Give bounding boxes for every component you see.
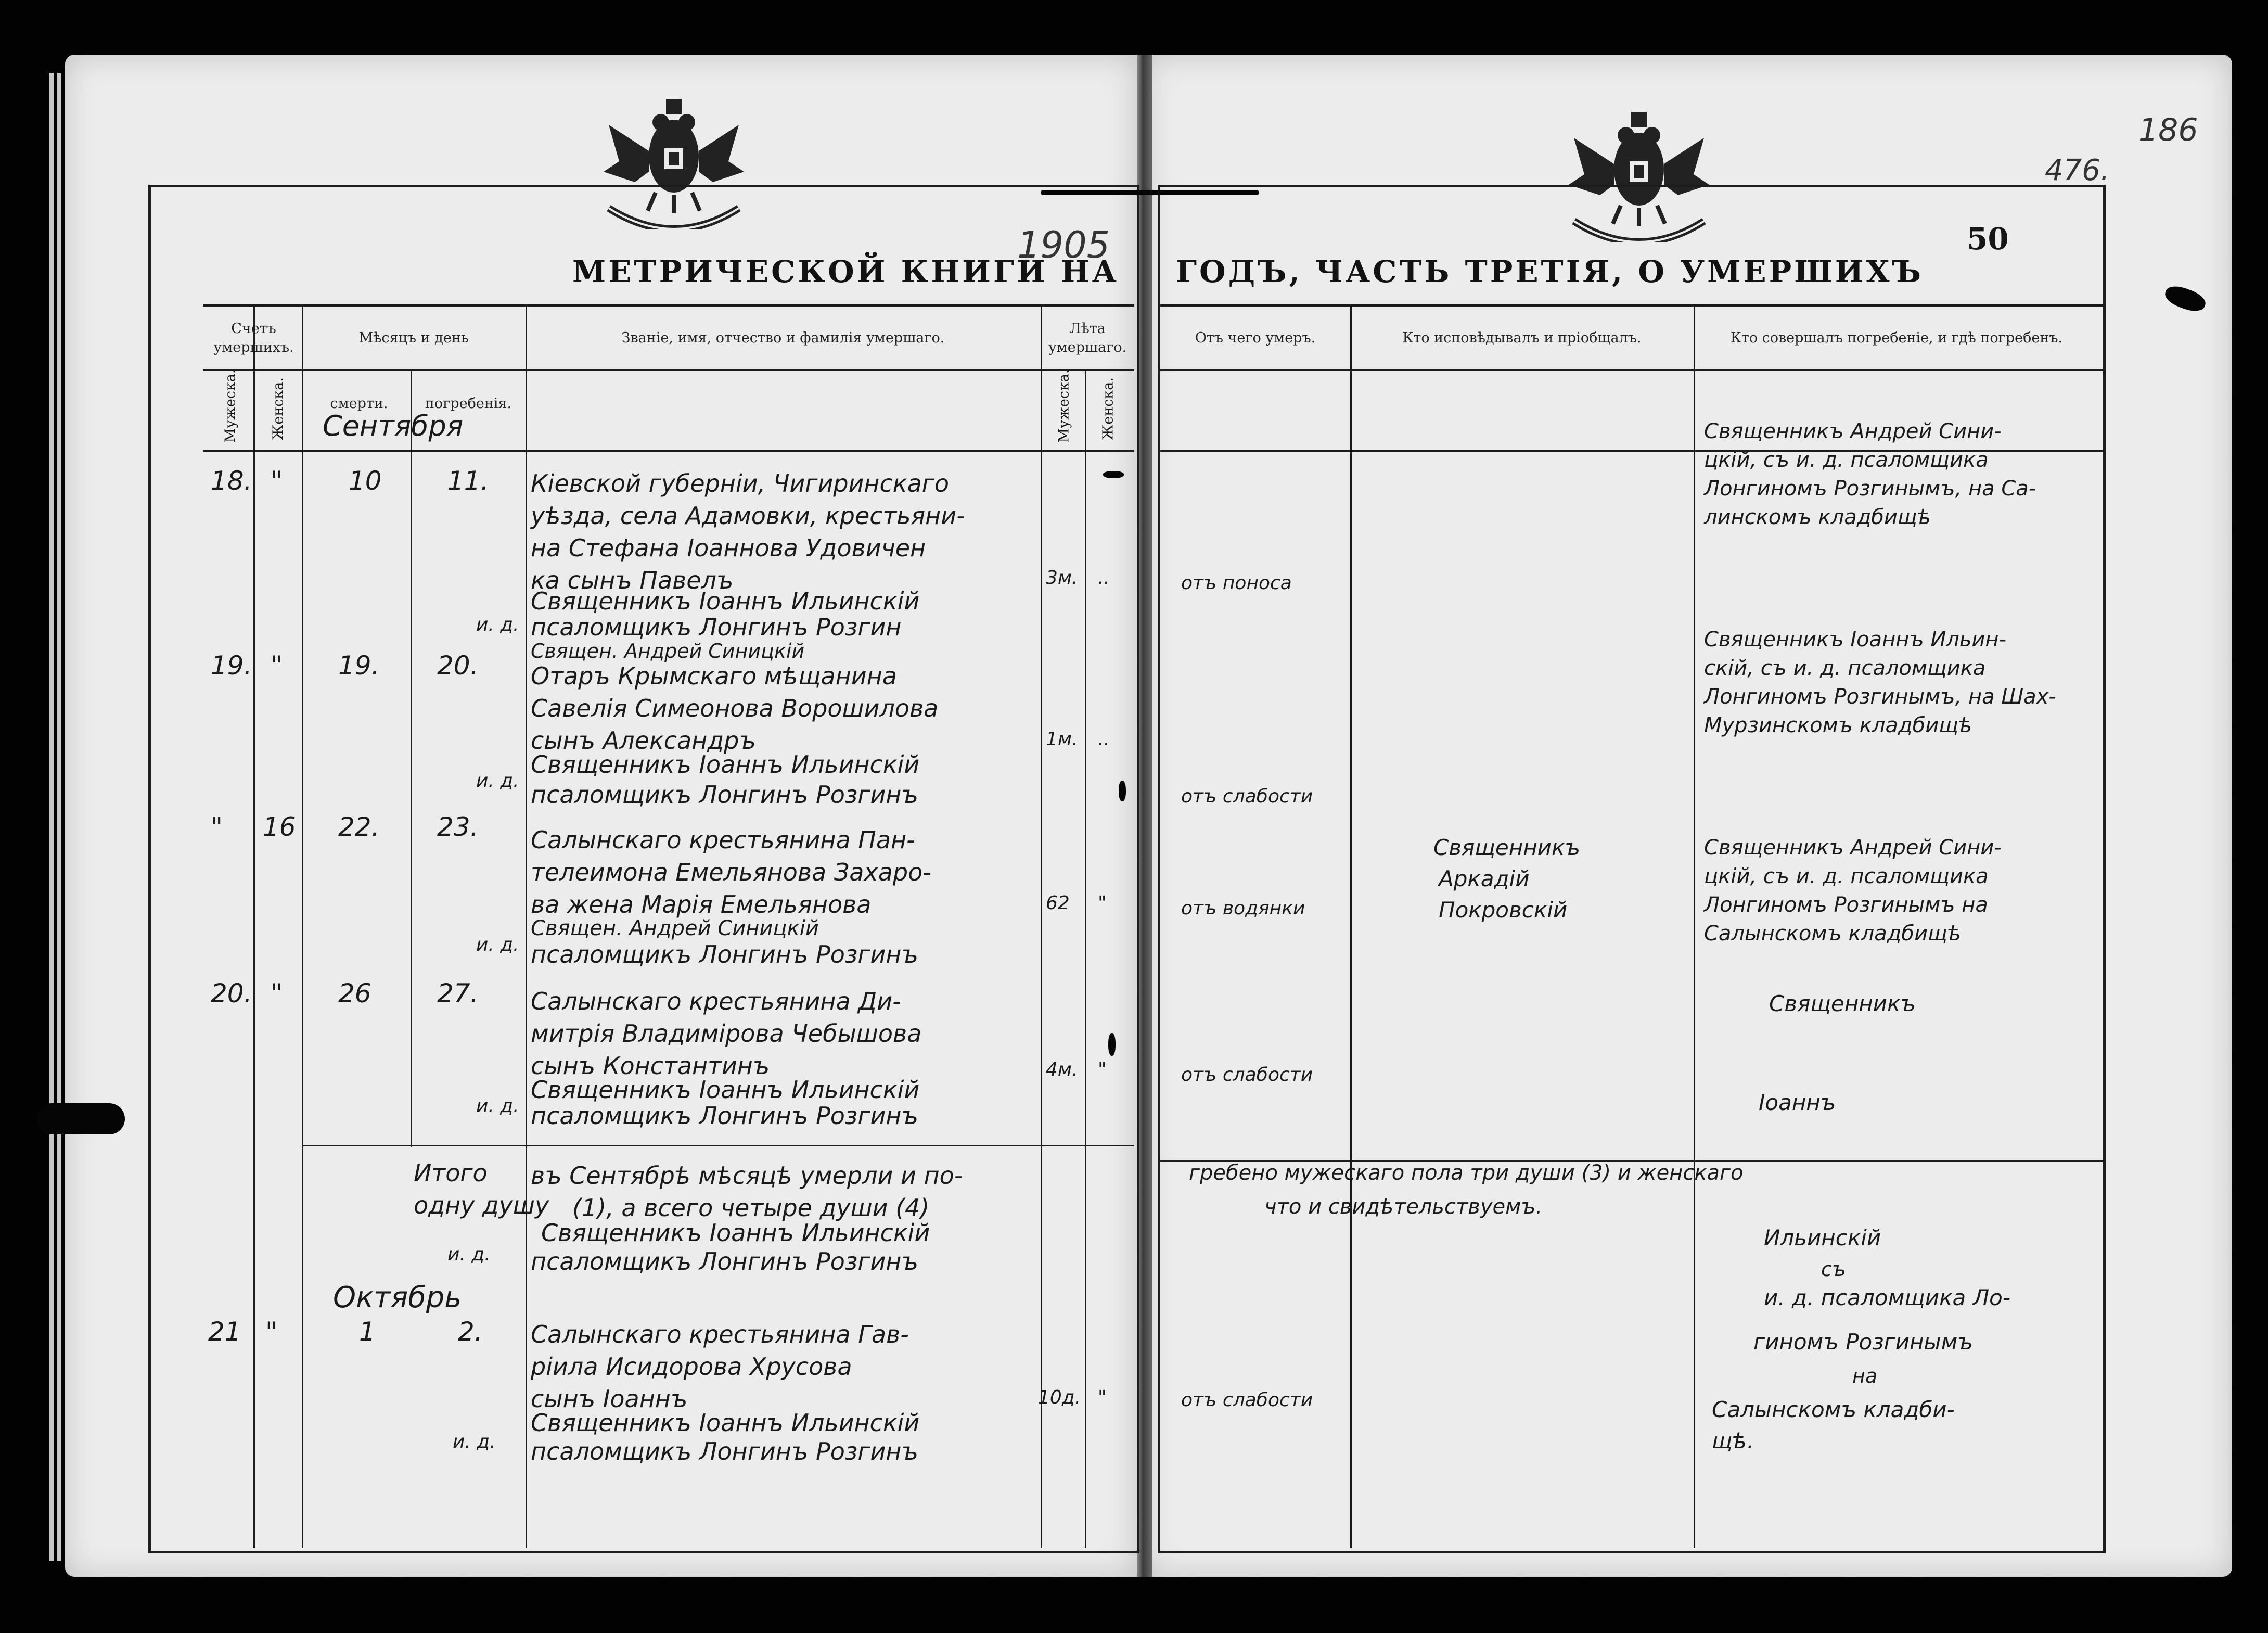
column-rule (302, 304, 303, 1548)
ink-blot (1103, 471, 1124, 478)
header-age: Лѣта умершаго. (1048, 321, 1127, 355)
entry-1-female-count: " (271, 466, 283, 496)
page-stack-edge (49, 73, 54, 1561)
header-count: Счетъ умершихъ. (213, 321, 294, 355)
entry-4-death-day: 26 (338, 978, 371, 1009)
page-number: 50 (1967, 221, 2009, 257)
column-rule (526, 304, 527, 1548)
entry-3-death-day: 22. (338, 812, 380, 842)
entry-2-clergy-line: псаломщикъ Лонгинъ Розгинъ (531, 781, 918, 809)
header-cause: Отъ чего умеръ. (1195, 330, 1316, 346)
entry-3-burial-line: Священникъ Андрей Сини- (1704, 836, 2002, 860)
summary-text-line: (1), а всего четыре души (4) (572, 1194, 930, 1222)
entry-1-burial-line: линскомъ кладбищѣ (1704, 505, 1931, 529)
entry-2-acting-label: и. д. (476, 770, 519, 792)
entry-1-burial-line: цкій, съ и. д. псаломщика (1704, 448, 1989, 472)
summary-clergy-line: псаломщикъ Лонгинъ Розгинъ (531, 1247, 918, 1275)
entry-1-burial-day: 11. (447, 466, 489, 496)
entry-1-death-day: 10 (349, 466, 382, 496)
page-title-right: ГОДЪ, ЧАСТЬ ТРЕТІЯ, О УМЕРШИХЪ (1176, 254, 1924, 289)
entry-3-age-female: " (1098, 892, 1107, 914)
summary-text-line: въ Сентябрѣ мѣсяцѣ умерли и по- (531, 1162, 963, 1190)
entry-1-burial-line: Лонгиномъ Розгинымъ, на Са- (1704, 477, 2036, 501)
entry-1-male-count: 18. (211, 466, 252, 496)
header-age-female: Женска. (1100, 377, 1117, 440)
entry-4-acting-label: и. д. (476, 1095, 519, 1117)
entry-4-male-count: 20. (211, 978, 252, 1009)
header-top-rule (1158, 304, 2103, 307)
entry-5-burial-day: 2. (458, 1317, 483, 1347)
entry-3-burial-line: Салынскомъ кладбищѣ (1704, 922, 1962, 946)
column-rule (1694, 304, 1695, 1548)
entry-4-clergy-line: псаломщикъ Лонгинъ Розгинъ (531, 1102, 918, 1130)
entry-4-clergy-line: Священникъ Іоаннъ Ильинскій (531, 1076, 920, 1104)
entry-2-age-female: .. (1098, 729, 1110, 750)
entry-5-name-line: ріила Исидорова Хрусова (531, 1353, 852, 1381)
page-stack-edge (57, 73, 61, 1561)
entry-2-burial-line: Священникъ Іоаннъ Ильин- (1704, 628, 2006, 652)
entry-4-age-female: " (1098, 1059, 1107, 1080)
month-october: Октябрь (333, 1281, 462, 1315)
column-rule (1085, 369, 1086, 1548)
header-top-rule (203, 304, 1134, 307)
entry-1-cause: отъ поноса (1181, 572, 1292, 594)
entry-2-female-count: " (271, 650, 283, 681)
entry-3-cause: отъ водянки (1181, 898, 1305, 919)
entry-1-name-line: ка сынъ Павелъ (531, 566, 734, 594)
column-rule (1350, 304, 1352, 1548)
entry-3-age: 62 (1046, 892, 1070, 914)
entry-1-clergy-line: псаломщикъ Лонгинъ Розгин (531, 613, 902, 641)
ink-blot (1119, 781, 1126, 801)
entry-5-clergy-line: псаломщикъ Лонгинъ Розгинъ (531, 1437, 918, 1465)
entry-3-name-line: ва жена Марія Емельянова (531, 890, 872, 918)
entry-4-burial-line: Іоаннъ (1759, 1090, 1836, 1115)
entry-3-burial-line: цкій, съ и. д. псаломщика (1704, 864, 1989, 888)
entry-2-clergy-line: Священникъ Іоаннъ Ильинскій (531, 750, 920, 779)
entry-2-name-line: Отаръ Крымскаго мѣщанина (531, 662, 897, 690)
entry-3-burial-line: Лонгиномъ Розгинымъ на (1704, 893, 1988, 917)
entry-2-cause: отъ слабости (1181, 786, 1313, 807)
entry-3-name-line: телеимона Емельянова Захаро- (531, 858, 931, 886)
entry-5-acting-label: и. д. (453, 1431, 496, 1452)
header-bottom-rule (203, 450, 1134, 452)
entry-4-female-count: " (271, 978, 283, 1009)
entry-5-burial-line: и. д. псаломщика Ло- (1764, 1285, 2010, 1310)
entry-4-age: 4м. (1046, 1059, 1078, 1080)
entry-3-confessor-line: Покровскій (1439, 897, 1568, 923)
entry-1-burial-line: Священникъ Андрей Сини- (1704, 419, 2002, 443)
entry-5-burial-line: съ (1821, 1258, 1846, 1281)
handwritten-year: 1905 (1017, 224, 1110, 266)
header-sub-rule (203, 369, 1134, 371)
header-age-male: Мужеска. (1056, 369, 1072, 443)
folio-number-new: 186 (2138, 112, 2198, 148)
entry-5-name-line: сынъ Іоаннъ (531, 1385, 688, 1413)
summary-rule (302, 1145, 1134, 1146)
header-burial: Кто совершалъ погребеніе, и гдѣ погребенъ. (1730, 330, 2063, 346)
entry-5-death-day: 1 (359, 1317, 376, 1347)
entry-4-burial-day: 27. (437, 978, 479, 1009)
header-confessor: Кто исповѣдывалъ и пріобщалъ. (1402, 330, 1642, 346)
entry-2-name-line: сынъ Александръ (531, 726, 756, 755)
entry-4-name-line: Салынскаго крестьянина Ди- (531, 987, 901, 1015)
entry-4-cause: отъ слабости (1181, 1064, 1313, 1086)
entry-1-clergy-line: Священникъ Іоаннъ Ильинскій (531, 587, 920, 615)
column-rule (411, 369, 412, 1147)
summary-label-line: одну душу (414, 1191, 549, 1219)
entry-5-female-count: " (265, 1317, 277, 1347)
header-date: Мѣсяцъ и день (358, 330, 469, 346)
entry-1-acting-label: и. д. (476, 614, 519, 635)
summary-right-line: что и свидѣтельствуемъ. (1264, 1195, 1543, 1219)
entry-1-name-line: Кіевской губерніи, Чигиринскаго (531, 469, 950, 497)
entry-4-name-line: митрія Владимірова Чебышова (531, 1019, 922, 1048)
entry-5-burial-line: на (1852, 1364, 1878, 1387)
entry-3-burial-day: 23. (437, 812, 479, 842)
entry-2-burial-line: Лонгиномъ Розгинымъ, на Шах- (1704, 685, 2056, 709)
entry-3-acting-label: и. д. (476, 934, 519, 955)
entry-3-confessor-line: Священникъ (1433, 835, 1581, 860)
entry-1-age-female: .. (1098, 567, 1110, 589)
entry-2-death-day: 19. (338, 650, 380, 681)
header-date-burial: погребенія. (425, 396, 512, 412)
entry-2-age: 1м. (1046, 729, 1078, 750)
entry-3-male-count: " (211, 812, 223, 842)
entry-4-burial-line: Священникъ (1769, 991, 1916, 1016)
entry-5-burial-line: Салынскомъ кладби- (1712, 1397, 1955, 1422)
entry-5-age: 10д. (1038, 1387, 1081, 1408)
entry-3-name-line: Салынскаго крестьянина Пан- (531, 826, 915, 854)
entry-2-burial-line: Мурзинскомъ кладбищѣ (1704, 713, 1972, 737)
entry-5-male-count: 21 (208, 1317, 241, 1347)
entry-1-name-line: уѣзда, села Адамовки, крестьяни- (531, 502, 965, 530)
entry-5-burial-line: гиномъ Розгинымъ (1753, 1329, 1973, 1355)
entry-2-burial-day: 20. (437, 650, 479, 681)
bookmark-ribbon (36, 1103, 125, 1134)
page-title-left: МЕТРИЧЕСКОЙ КНИГИ НА (572, 254, 1120, 289)
entry-1-age: 3м. (1046, 567, 1078, 589)
header-sub-rule (1158, 369, 2103, 371)
header-name: Званіе, имя, отчество и фамилія умершаго. (621, 330, 945, 346)
entry-5-age-female: " (1098, 1387, 1107, 1408)
header-count-male: Мужеска. (222, 369, 239, 443)
summary-acting-label: и. д. (447, 1244, 491, 1265)
summary-label-line: Итого (414, 1159, 488, 1187)
entry-5-burial-line: щѣ. (1712, 1428, 1754, 1453)
entry-4-name-line: сынъ Константинъ (531, 1052, 770, 1080)
book-tie-string (1041, 190, 1259, 195)
entry-3-clergy-line: псаломщикъ Лонгинъ Розгинъ (531, 940, 918, 968)
entry-5-name-line: Салынскаго крестьянина Гав- (531, 1320, 909, 1348)
summary-clergy-line: Священникъ Іоаннъ Ильинскій (541, 1219, 930, 1247)
entry-5-clergy-line: Священникъ Іоаннъ Ильинскій (531, 1409, 920, 1437)
entry-5-burial-line: Ильинскій (1764, 1225, 1881, 1251)
summary-right-line: гребено мужескаго пола три души (3) и женскаго (1189, 1161, 1744, 1185)
header-date-death: смерти. (330, 396, 388, 412)
ink-blot (1108, 1033, 1116, 1056)
entry-3-female-count: 16 (263, 812, 296, 842)
column-rule (253, 304, 255, 1548)
header-count-female: Женска. (270, 377, 287, 440)
entry-2-name-line: Савелія Симеонова Ворошилова (531, 694, 939, 722)
entry-1-name-line: на Стефана Іоаннова Удовичен (531, 534, 926, 562)
entry-5-cause: отъ слабости (1181, 1389, 1313, 1411)
entry-3-confessor-line: Аркадій (1439, 866, 1530, 891)
month-heading: Сентября (323, 410, 464, 442)
entry-2-burial-line: скій, съ и. д. псаломщика (1704, 656, 1986, 680)
folio-number-old: 476. (2045, 154, 2110, 187)
column-rule (1041, 304, 1042, 1548)
entry-2-male-count: 19. (211, 650, 252, 681)
entry-3-clergy-line: Священ. Андрей Синицкій (531, 916, 819, 940)
entry-1-clergy-line: Священ. Андрей Синицкій (531, 640, 805, 662)
